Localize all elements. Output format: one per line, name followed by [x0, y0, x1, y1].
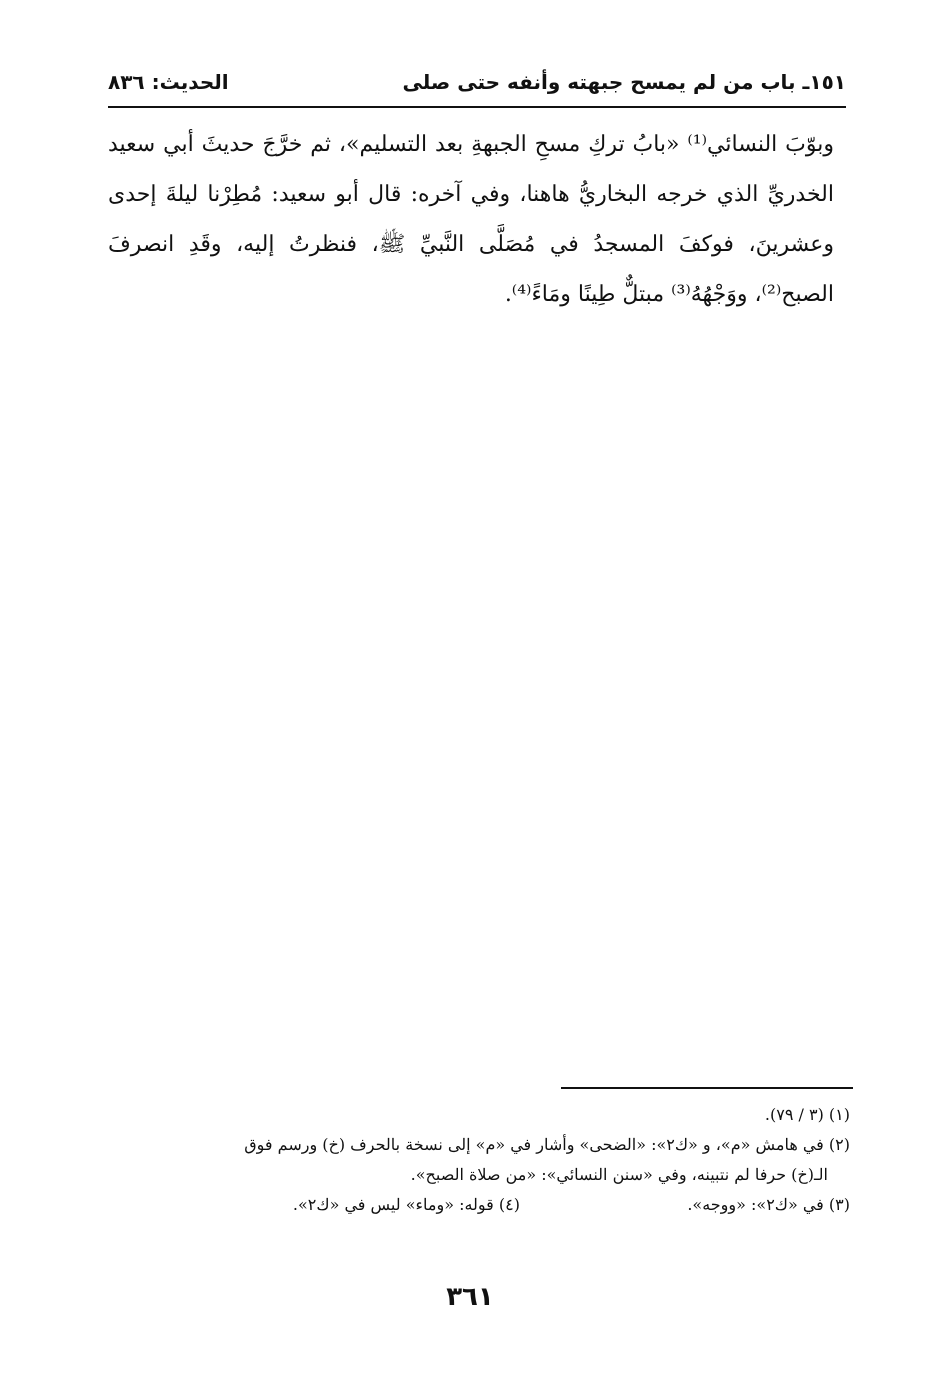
header-divider [108, 106, 846, 108]
hadith-reference: الحديث: ٨٣٦ [108, 70, 229, 94]
footnote-1: (١) (٣ / ٧٩). [764, 1105, 850, 1124]
footnotes [108, 1100, 850, 1220]
footnote-4: (٤) قوله: «وماء» ليس في «ك٢». [292, 1195, 520, 1214]
footnote-2: (٢) في هامش «م»، و «ك٢»: «الضحى» وأشار في «م» إلى نسخة بالحرف (خ) ورسم فوق [244, 1135, 850, 1154]
page-number: ٣٦١ [446, 1282, 494, 1312]
footnote-row [108, 1190, 850, 1220]
running-header [108, 66, 846, 102]
chapter-title: ١٥١ـ باب من لم يمسح جبهته وأنفه حتى صلى [402, 70, 846, 94]
main-text [108, 120, 834, 320]
footnote-3: (٣) في «ك٢»: «ووجه». [687, 1195, 850, 1214]
footnote-divider [561, 1087, 853, 1089]
footnote-2-continuation: الـ(خ) حرفا لم نتبينه، وفي «سنن النسائي»: «من صلاة الصبح». [410, 1165, 828, 1184]
body-paragraph: وبوّبَ النسائي⁽¹⁾ «بابُ تركِ مسحِ الجبهةِ بعد التسليم»، ثم خرَّجَ حديثَ أبي سعيد الخدريِّ الذي خرجه البخاريُّ هاهنا، وفي آخره: قال أبو سعيد: مُطِرْنا ليلةَ إحدى وعشرينَ، فوكفَ المسجدُ في مُصَلَّى النَّبيِّ ﷺ، فنظرتُ إليه، وقَدِ انصرفَ الصبح⁽²⁾، ووَجْهُهُ⁽³⁾ مبتلٌّ طِينًا ومَاءً⁽⁴⁾. [108, 132, 834, 307]
